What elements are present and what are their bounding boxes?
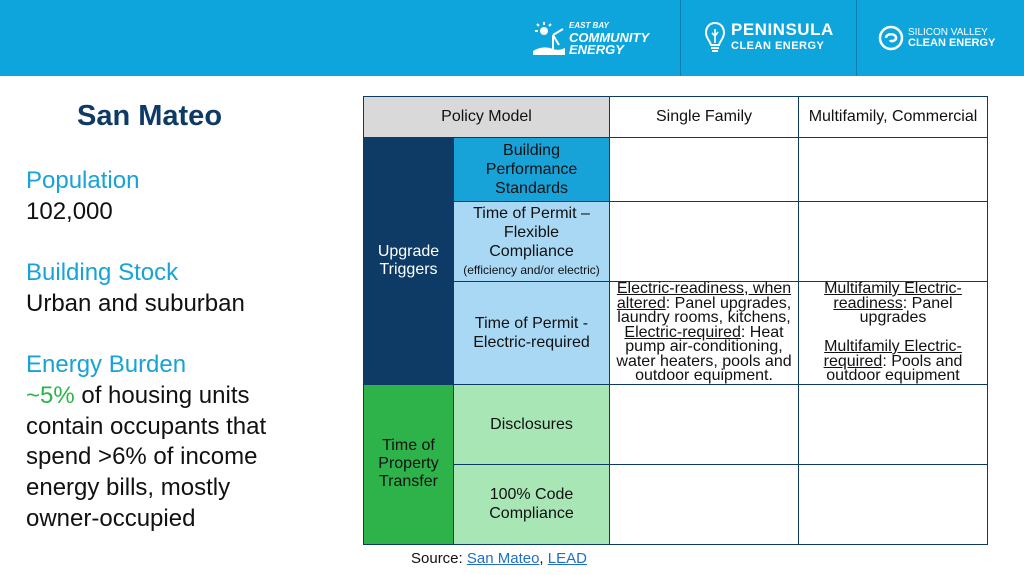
electric-required-text: : Heat pump air-conditioning, water heaters, pools and outdoor equipment. bbox=[616, 323, 792, 384]
cell-bps-multi bbox=[799, 138, 988, 202]
energy-burden-text: of housing units bbox=[74, 381, 250, 409]
logo-peninsula-text: PENINSULA bbox=[731, 20, 834, 39]
electric-readiness-label: Electric-readiness, when altered bbox=[616, 280, 792, 312]
energy-burden-percent: ~5% bbox=[26, 381, 75, 409]
row-building-performance-standards bbox=[454, 138, 610, 202]
lightbulb-icon bbox=[705, 21, 725, 55]
group-time-of-property-transfer bbox=[364, 384, 454, 544]
logo-energy-text: ENERGY bbox=[569, 42, 624, 57]
row-label: Compliance bbox=[489, 242, 574, 260]
source-prefix: Source: bbox=[411, 550, 467, 567]
energy-burden-label: Energy Burden bbox=[26, 351, 187, 379]
mf-electric-readiness-label: Multifamily Electric-readiness bbox=[824, 280, 962, 312]
row-note: (efficiency and/or electric) bbox=[463, 262, 600, 277]
energy-burden-line bbox=[26, 381, 326, 412]
policy-model-table bbox=[363, 96, 988, 545]
mf-electric-readiness-text: : Panel upgrades bbox=[859, 294, 953, 326]
row-time-of-permit-electric bbox=[454, 282, 610, 385]
row-100-code-compliance bbox=[454, 464, 610, 544]
source-line bbox=[411, 550, 587, 567]
row-label: Electric-required bbox=[473, 333, 590, 351]
cell-code-single bbox=[610, 464, 799, 544]
cell-code-multi bbox=[799, 464, 988, 544]
mf-electric-required-label: Multifamily Electric-required bbox=[823, 338, 962, 370]
row-label: Compliance bbox=[489, 505, 574, 522]
electric-readiness-text: : Panel upgrades, laundry rooms, kitchens, bbox=[617, 294, 792, 326]
electric-required-label: Electric-required bbox=[624, 323, 741, 341]
cell-flex-single bbox=[610, 202, 799, 282]
energy-burden-text: contain occupants that bbox=[26, 412, 267, 440]
header-divider bbox=[680, 0, 681, 76]
sun-turbine-icon bbox=[533, 21, 565, 55]
header-divider bbox=[856, 0, 857, 76]
source-separator: , bbox=[539, 550, 548, 567]
group-label: Upgrade bbox=[377, 242, 440, 260]
row-label: Time of Permit - bbox=[474, 314, 589, 332]
group-label: Triggers bbox=[379, 260, 438, 278]
row-label: Disclosures bbox=[490, 415, 573, 433]
city-title: San Mateo bbox=[77, 100, 223, 132]
logo-east-bay-text: EAST BAY bbox=[569, 21, 609, 30]
row-label: Performance bbox=[485, 161, 578, 178]
cell-flex-multi bbox=[799, 202, 988, 282]
group-label: Time of bbox=[382, 437, 435, 454]
logo-sv-clean-energy-text: CLEAN ENERGY bbox=[908, 37, 996, 49]
header-policy-model: Policy Model bbox=[364, 97, 610, 138]
source-link-san-mateo[interactable]: San Mateo bbox=[466, 550, 540, 567]
mf-electric-required-text: : Pools and outdoor equipment bbox=[826, 352, 963, 384]
peninsula-clean-energy-logo bbox=[705, 0, 834, 76]
row-label: 100% Code bbox=[489, 486, 574, 503]
cell-electric-single bbox=[610, 282, 799, 385]
logo-community-text: COMMUNITY bbox=[569, 30, 650, 45]
east-bay-community-energy-logo bbox=[533, 0, 649, 76]
row-label: Building bbox=[503, 142, 560, 159]
logo-silicon-valley-text: SILICON VALLEY bbox=[908, 27, 988, 38]
cell-disclosures-single bbox=[610, 384, 799, 464]
header-single-family: Single Family bbox=[610, 97, 799, 138]
building-stock-value: Urban and suburban bbox=[26, 289, 245, 317]
building-stock-label: Building Stock bbox=[26, 259, 179, 287]
swirl-icon bbox=[878, 25, 904, 51]
row-disclosures bbox=[454, 384, 610, 464]
population-label: Population bbox=[26, 167, 140, 194]
energy-burden-text: energy bills, mostly bbox=[26, 474, 231, 501]
group-upgrade-triggers bbox=[364, 138, 454, 385]
header-multifamily-commercial: Multifamily, Commercial bbox=[799, 97, 988, 138]
row-time-of-permit-flexible bbox=[454, 202, 610, 282]
header-banner bbox=[0, 0, 1024, 76]
source-link-lead[interactable]: LEAD bbox=[547, 550, 587, 567]
group-label: Transfer bbox=[379, 473, 438, 490]
cell-electric-multi bbox=[799, 282, 988, 385]
energy-burden-text: spend >6% of income bbox=[26, 443, 258, 471]
population-value: 102,000 bbox=[26, 197, 113, 225]
group-label: Property bbox=[378, 455, 439, 472]
silicon-valley-clean-energy-logo bbox=[878, 0, 995, 76]
cell-disclosures-multi bbox=[799, 384, 988, 464]
cell-bps-single bbox=[610, 138, 799, 202]
row-label: Time of Permit – bbox=[473, 204, 590, 222]
row-label: Flexible bbox=[503, 223, 560, 241]
logo-clean-energy-text: CLEAN ENERGY bbox=[731, 40, 825, 52]
row-label: Standards bbox=[495, 180, 568, 197]
city-stats bbox=[26, 166, 326, 534]
energy-burden-text: owner-occupied bbox=[26, 504, 196, 532]
